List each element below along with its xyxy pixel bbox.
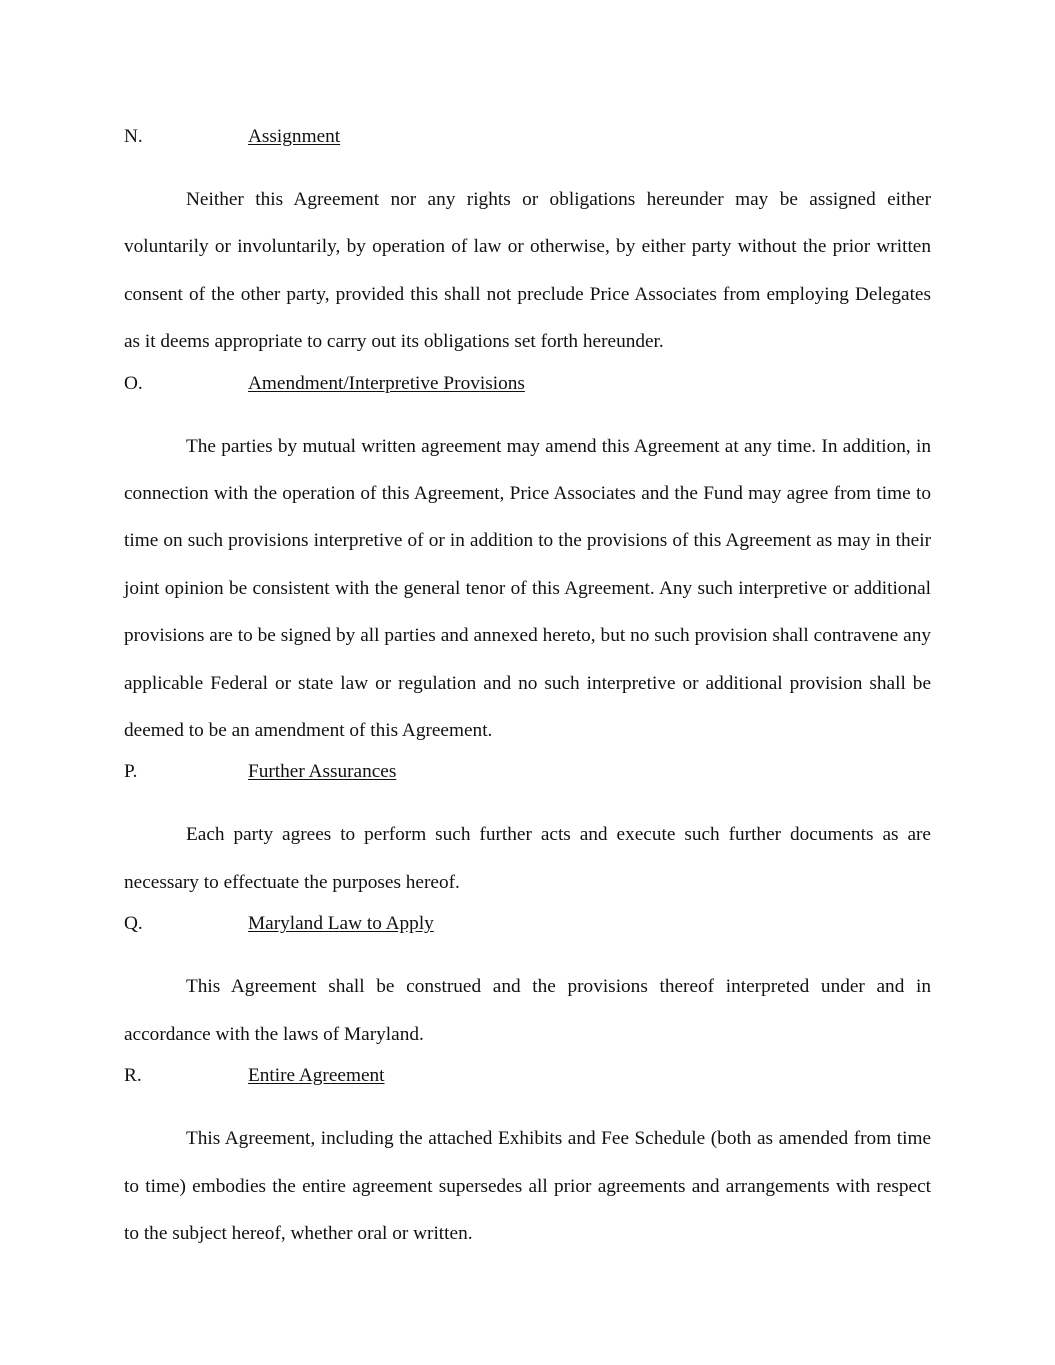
- section-paragraph: This Agreement, including the attached Exhibits and Fee Schedule (both as amended from time to time) embodies the entire agreement supersedes all prior agreements and arrangements with respect to the subject hereof, whether oral or written.: [124, 1128, 931, 1244]
- section-letter: P.: [124, 761, 138, 783]
- document-page: [124, 120, 931, 1257]
- section-paragraph: The parties by mutual written agreement may amend this Agreement at any time. In addition, in connection with the operation of this Agreement, Price Associates and the Fund may agree from time to time on such provisions interpretive of or in addition to the provisions of this Agreement as may in their joint opinion be consistent with the general tenor of this Agreement. Any such interpretive or additional provisions are to be signed by all parties and annexed hereto, but no such provision shall contravene any applicable Federal or state law or regulation and no such interpretive or additional provision shall be deemed to be an amendment of this Agreement.: [124, 435, 931, 742]
- section-paragraph: Neither this Agreement nor any rights or obligations hereunder may be assigned either voluntarily or involuntarily, by operation of law or otherwise, by either party without the prior written consent of the other party, provided this shall not preclude Price Associates from employing Delegates as it deems appropriate to carry out its obligations set forth hereunder.: [124, 189, 931, 353]
- section-letter: O.: [124, 372, 143, 394]
- section-heading: [124, 907, 931, 954]
- section-title: Amendment/Interpretive Provisions: [248, 372, 525, 394]
- section-heading: [124, 120, 931, 167]
- section-heading: [124, 1059, 931, 1106]
- section-title: Further Assurances: [248, 761, 397, 783]
- section-letter: Q.: [124, 913, 143, 935]
- section-title: Assignment: [248, 126, 341, 147]
- section-heading: [124, 755, 931, 802]
- section-p: [124, 755, 931, 906]
- section-title: Entire Agreement: [248, 1065, 385, 1087]
- section-o: [124, 367, 931, 755]
- section-title: Maryland Law to Apply: [248, 913, 434, 935]
- section-letter: R.: [124, 1065, 142, 1087]
- section-q: [124, 907, 931, 1058]
- section-n: [124, 120, 931, 366]
- section-paragraph: Each party agrees to perform such further acts and execute such further documents as are necessary to effectuate the purposes hereof.: [124, 824, 931, 893]
- section-paragraph: This Agreement shall be construed and the provisions thereof interpreted under and in accordance with the laws of Maryland.: [124, 976, 931, 1045]
- section-letter: N.: [124, 126, 143, 147]
- section-r: [124, 1059, 931, 1257]
- section-heading: [124, 367, 931, 414]
